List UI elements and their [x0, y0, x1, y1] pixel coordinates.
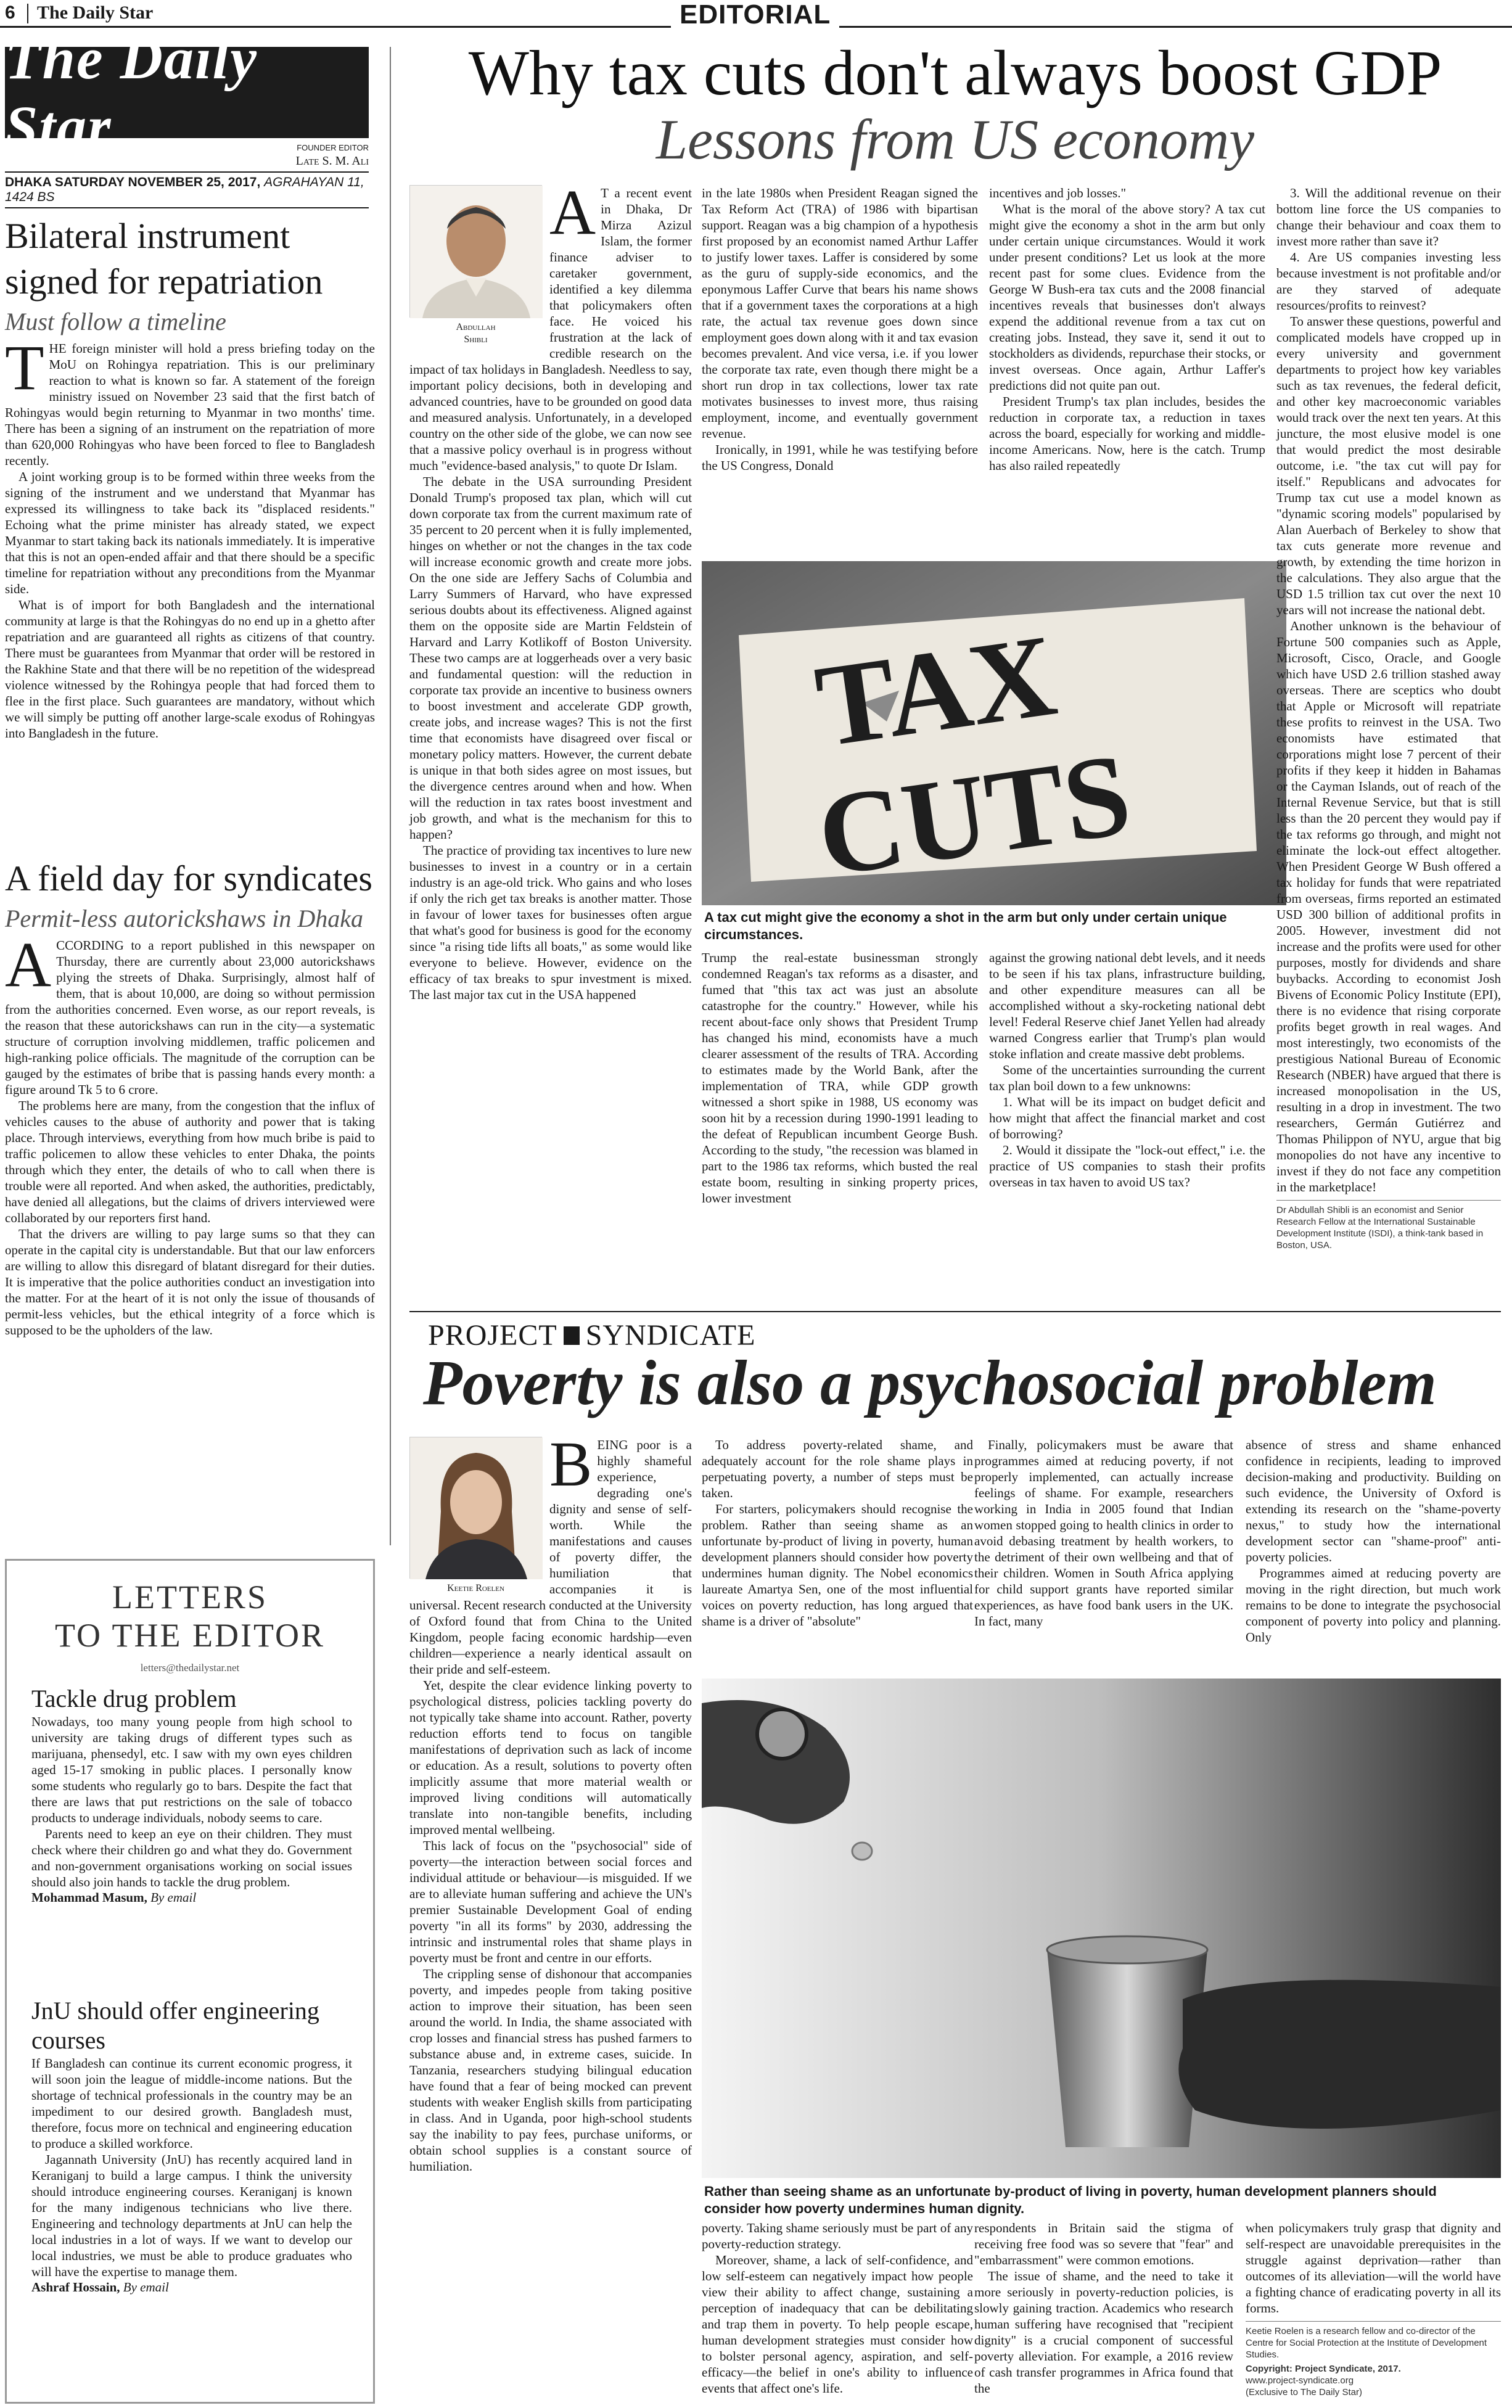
letter-via: By email: [150, 1890, 197, 1905]
paragraph: The debate in the USA surrounding President Donald Trump's proposed tax plan, which will cut down corporate tax from the current maximum rate of 35 percent to 20 percent when it is fully implemented, hinges on whether or not the changes in the tax code will increase economic growth and create more jobs. On the one side are Jeffery Sachs of Columbia and Larry Summers of Harvard, who have expressed serious doubts about its effectiveness. Aligned against them on the opposite side are Martin Feldstein of Harvard and Larry Kotlikoff of Boston University. These two camps are at loggerheads over a very basic and fundamental question: will the reduction in corporate tax provide an incentive to business owners to boost investment and accelerate GDP growth, create jobs, and increase wages? This is not the first time that economists have disagreed over fiscal or monetary policy matters. However, the current debate is unique in that both sides agree on most issues, but the divergence centres around when and how. When will the reduction in tax rates boost investment and job growth, and what is the mechanism for this to happen?: [409, 474, 692, 842]
paragraph: For starters, policymakers should recognise the problem. Rather than seeing shame as an unfortunate by-product of living in poverty, human development planners should consider how poverty undermines human dignity. The Nobel economics laureate Amartya Sen, one of the most influential voices on poverty reduction, has long argued that shame is a driver of "absolute": [702, 1502, 973, 1629]
drop-cap: A: [5, 929, 52, 1000]
cuts-word: CUTS: [810, 729, 1138, 902]
founder-editor-name: Late S. M. Ali: [295, 154, 369, 168]
begging-hand-photo: [702, 1679, 1501, 2178]
paragraph: absence of stress and shame enhanced confidence in recipients, leading to improved decision-making and productivity. Building on such evidence, the University of Oxford is extending its research on the "shame-poverty nexus," to study how the international development sector can "shame-proof" anti-poverty policies.: [1246, 1437, 1501, 1564]
paragraph: Finally, policymakers must be aware that programmes aimed at reducing poverty, if not properly implemented, can actually increase feelings of shame. For example, researchers working in India in 2005 found that Indian women stopped going to health clinics in order to avoid debasing treatment by health workers, to the detriment of their own wellbeing and that of their children. Women in South Africa applying for child support grants have reported similar experiences, as have food bank users in the UK. In fact, many: [974, 1437, 1233, 1629]
paragraph: 2. Would it dissipate the "lock-out effect," i.e. the practice of US companies to stash their profits overseas in tax haven to avoid US tax?: [989, 1143, 1265, 1190]
drop-cap: A: [549, 177, 596, 248]
letters-title-line2: TO THE EDITOR: [55, 1617, 325, 1654]
article-column-3-bottom: [989, 950, 1265, 1190]
paragraph: To answer these questions, powerful and complicated models have cropped up in every university and government departments to project how key variables such as tax revenues, the federal deficit, and other key macroeconomic variables would track over the next ten years. At this juncture, the most elusive model is one that would predict the most desirable outcome, i.e. "the tax cut will pay for itself." Republicans and advocates for Trump tax cut use a model known as "dynamic scoring models" popularised by Alan Auerbach of Berkeley to show that tax cuts generate more revenue and growth, by extending the time horizon in the calculations. They also argue that the USD 1.5 trillion tax cut over the next 10 years will not increase the national debt.: [1276, 314, 1501, 617]
hand-with-cup-icon: [702, 1679, 1501, 2178]
author-photo-caption: Keetie Roelen: [447, 1583, 504, 1593]
author-photo: [409, 1437, 542, 1579]
dateline-bangla-date: AGRAHAYAN 11, 1424 BS: [5, 175, 364, 204]
editorial-headline: A field day for syndicates: [5, 858, 372, 898]
brand-right: SYNDICATE: [585, 1319, 756, 1352]
article-headline: Why tax cuts don't always boost GDP: [468, 38, 1442, 109]
editorial-headline: Bilateral instrument signed for repatriation: [5, 216, 323, 302]
article-column-1: [409, 177, 692, 1003]
paragraph: That the drivers are willing to pay large sums so that they can operate in the capital city is understandable. But that our law enforcers are willing to allow this disregard of blatant disregard for their duties. It is imperative that the police authorities conduct an investigation into the matter. For at the heart of it is not only the issue of thousands of permit-less vehicles, but the ethical integrity of a force which is supposed to be the upholders of the law.: [5, 1227, 375, 1338]
syndicate-headline: Poverty is also a psychosocial problem: [423, 1347, 1437, 1418]
letters-title-line1: LETTERS: [112, 1579, 268, 1616]
running-head-paper-name: The Daily Star: [37, 2, 154, 23]
author-bio: Dr Abdullah Shibli is an economist and Senior Research Fellow at the International Sustainable Development Institute (ISDI), a think-tank based in Boston, USA.: [1276, 1200, 1501, 1251]
letter-signature: Mohammad Masum, By email: [31, 1890, 197, 1905]
paragraph: What is the moral of the above story? A tax cut might give the economy a shot in the arm but only under certain unique circumstances. Would it work under present conditions? Let us look at the more recent past for some clues. Evidence from the George W Bush-era tax cuts and the 2008 financial incentives reveals that businesses don't always expend the additional revenue from a tax cut on creating jobs. Instead, they save it, send it out to stockholders as dividends, repurchase their stocks, or invest overseas. Once again, Arthur Laffer's predictions did not quite pan out.: [989, 202, 1265, 393]
author-photo-block: [409, 185, 542, 346]
paragraph: poverty. Taking shame seriously must be part of any poverty-reduction strategy.: [702, 2221, 973, 2251]
header-separator: [27, 4, 28, 23]
editorial-body: [5, 332, 375, 741]
paragraph: If Bangladesh can continue its current economic progress, it will soon join the league of middle-income nations. But the shortage of technical professionals in the country may be an impediment to our desired growth. Bangladesh must, therefore, focus more on technical and engineering education to produce a skilled workforce.: [31, 2056, 352, 2151]
letter-heading: JnU should offer engineering courses: [31, 1997, 319, 2054]
copyright: Copyright: Project Syndicate, 2017.: [1246, 2364, 1401, 2374]
brand-logo-icon: [564, 1326, 580, 1345]
hand-photo-caption: Rather than seeing shame as an unfortunate by-product of living in poverty, human development planners should consider how poverty undermines human dignity.: [704, 2184, 1437, 2216]
syndicate-column-4-bottom: [1246, 2220, 1501, 2398]
author-photo-caption: Abdullah Shibli: [456, 322, 496, 345]
paragraph: Moreover, shame, a lack of self-confidence, and low self-esteem can negatively impact how people view their ability to affect change, sustaining a perception of inadequacy that can be debilitating and trap them in poverty. To help people escape, human development strategies must consider how to bolster personal agency, aspiration, and self-efficacy—the belief in one's ability to influence events that affect one's life.: [702, 2253, 973, 2396]
paragraph: when policymakers truly grasp that dignity and self-respect are unavoidable prerequisites in the struggle against deprivation—rather than outcomes of its alleviation—will the world have a fighting chance of eradicating poverty in all its forms.: [1246, 2221, 1501, 2316]
letter-2: [31, 1996, 352, 2295]
section-rule: [409, 1311, 1501, 1312]
letter-signature: Ashraf Hossain, By email: [31, 2280, 169, 2295]
paragraph: Parents need to keep an eye on their children. They must check where their children go and what they do. Government and non-government organisations working on social issues should also join hands to tackle the drug problem.: [31, 1827, 352, 1889]
column-divider: [390, 47, 391, 1545]
paragraph: HE foreign minister will hold a press briefing today on the MoU on Rohingya repatriation. This is our preliminary reaction to what is known so far. A statement of the foreign ministry issued on November 23 said that the first batch of Rohingyas would begin returning to Myanmar in two months' time. There has been a signing of an instrument on the repatriation of more than 620,000 Rohingyas who have been forced to flee to Bangladesh recently.: [5, 341, 375, 468]
paragraph: This lack of focus on the "psychosocial" side of poverty—the interaction between social forces and individual attitude or behaviour—is misguided. If we are to alleviate human suffering and achieve the UN's premier Sustainable Development Goal of ending poverty "in all its forms" by 2030, addressing the intrinsic and instrumental roles that shame plays in poverty must be front and centre in our efforts.: [409, 1838, 692, 1965]
founder-editor-title: FOUNDER EDITOR: [297, 143, 369, 152]
paragraph: President Trump's tax plan includes, besides the reduction in corporate tax, a reduction in taxes across the board, especially for working and middle-income Americans. Now, here is the catch. Trump has also railed repeatedly: [989, 394, 1265, 473]
author-portrait-icon: [410, 1437, 543, 1579]
masthead-title: The Daily Star: [5, 25, 258, 160]
paragraph: A joint working group is to be formed within three weeks from the signing of the instrument and we understand that Myanmar has expressed its willingness to take back its "displaced residents." Echoing what the prime minister has already stated, we expect Myanmar to start taking back its nationals immediately. It is imperative that this is not an open-ended affair and that there should be a specific timeline for repatriation without any preconditions from the Myanmar side.: [5, 469, 375, 596]
syndicate-column-3-bottom: [974, 2220, 1233, 2396]
paragraph: The practice of providing tax incentives to lure new businesses to invest in a country or in a certain industry is an age-old trick. Who gains and who loses if only the rich get tax breaks is another matter. Those in favour of lower taxes for businesses often argue that what's good for business is good for the economy since "a rising tide lifts all boats," as some would like everyone to believe. However, evidence on the efficacy of tax breaks to spur investment is mixed. The last major tax cut in the USA happened: [409, 843, 692, 1002]
syndicate-column-1: [409, 1429, 692, 2174]
author-portrait-icon: [410, 186, 543, 318]
paragraph: 4. Are US companies investing less because investment is not profitable and/or are they starved of adequate resources/profits to reinvest?: [1276, 250, 1501, 313]
paragraph: 3. Will the additional revenue on their bottom line force the US companies to change their behaviour and coax them to invest more rather than save it?: [1276, 186, 1501, 249]
paragraph: Another unknown is the behaviour of Fortune 500 companies such as Apple, Microsoft, Cisco, Oracle, and Google which have USD 2.6 trillion stashed away overseas. There are sceptics who doubt that Apple or Microsoft will repatriate these profits to reinvest in the USA. Two economists have estimated that corporations might lose 7 percent of their profits if they keep it hidden in Bahamas or the Cayman Islands, out of reach of the Internal Revenue Service, but that is still less than the 20 percent they would pay if the tax reforms go through, and might not eliminate the lock-out effect altogether. When President George W Bush offered a tax holiday for funds that were repatriated from overseas, firms reported an estimated USD 300 billion of additional profits in 2005. However, investment did not increase and the profits were used for other purposes, mostly for dividends and share buybacks. According to economist Josh Bivens of Economic Policy Institute (EPI), there is no evidence that rising corporate profits beget growth in real wages. And most interestingly, two economists of the prestigious National Bureau of Economic Research (NBER) have argued that there is increased monopolisation in the US, resulting in a drop in investment. The two researchers, Germán Gutiérrez and Thomas Philippon of NYU, argue that big monopolies do not have any incentive to invest if they do not face any competition in the marketplace!: [1276, 618, 1501, 1194]
letters-to-editor-box: [5, 1559, 375, 2404]
paragraph: against the growing national debt levels, and it needs to be seen if his tax plans, infrastructure building, and other expenditure measures can all be accomplished without a sky-rocketing national debt level! Federal Reserve chief Janet Yellen had already warned Congress earlier that Trump's plan would stoke inflation and create massive debt problems.: [989, 950, 1265, 1061]
letters-title: [7, 1578, 373, 1654]
editorial-rohingya: [5, 213, 375, 741]
paragraph: The crippling sense of dishonour that accompanies poverty, and impedes people from taking positive action to improve their situation, has been seen around the world. In India, the shame associated with crop losses and financial stress has pushed farmers to substance abuse and, in extreme cases, suicide. In Tanzania, researchers studying bilingual education have found that a fear of being mocked can prevent students with weaker English skills from participating in class. And in Uganda, poor high-school students say the inability to pay fees, purchase uniforms, or obtain school supplies is a constant source of humiliation.: [409, 1966, 692, 2174]
tax-word: TAX: [808, 610, 1064, 772]
paragraph: incentives and job losses.": [989, 186, 1127, 200]
author-bio: [1246, 2321, 1501, 2398]
paragraph: 1. What will be its impact on budget deficit and how might that affect the financial market and cost of borrowing?: [989, 1095, 1265, 1141]
syndicate-column-4-top: [1246, 1437, 1501, 1645]
page-number: 6: [5, 2, 15, 23]
syndicate-column-2-top: [702, 1437, 973, 1629]
article-subheadline: Lessons from US economy: [655, 108, 1255, 171]
section-label: EDITORIAL: [671, 0, 839, 30]
paragraph: Programmes aimed at reducing poverty are moving in the right direction, but much work remains to be done to integrate the psychosocial component of poverty into policy and planning. Only: [1246, 1566, 1501, 1645]
paragraph: What is of import for both Bangladesh and the international community at large is that the Rohingyas do no end up in a ghetto after repatriation and are guaranteed all rights as citizens of that country. There must be guarantees from Myanmar that order will be restored in the Rakhine State and that there will be no repetition of the widespread violence witnessed by the Rohingya people that had forced them to flee in the first place. Such guarantees are mandatory, without which we will simply be putting off another large-scale exodus of Rohingyas into Bangladesh in the future.: [5, 598, 375, 741]
tax-photo-caption: A tax cut might give the economy a shot in the arm but only under certain unique circumstances.: [704, 910, 1227, 942]
tax-cuts-photo: [702, 561, 1286, 905]
letters-email: letters@thedailystar.net: [140, 1662, 240, 1674]
paragraph: respondents in Britain said the stigma of receiving free food was so severe that "fear" and "embarrassment" were common emotions.: [974, 2221, 1233, 2267]
article-column-4: [1276, 185, 1501, 1251]
editorial-autorickshaws: [5, 856, 375, 1338]
drop-cap: B: [549, 1429, 593, 1500]
drop-cap: T: [5, 332, 44, 403]
paragraph: T a recent event in Dhaka, Dr Mirza Azizul Islam, the former finance adviser to caretaker government, identified a key dilemma that policymakers often face. He voiced his frustration at the lack of credible research on the impact of tax holidays in Bangladesh. Needless to say, important policy decisions, both in developing and advanced countries, have to be grounded on good data and measured analysis. Unfortunately, in a developed country on the other side of the globe, we can now see that a massive policy overhaul is in progress without much "evidence-based analysis," to quote Dr Islam.: [409, 186, 692, 473]
paragraph: EING poor is a highly shameful experience, degrading one's dignity and sense of self-worth. While the manifestations and causes of poverty differ, the humiliation that accompanies it is universal. Recent research conducted at the University of Oxford found that from China to the United Kingdom, people facing economic hardship—even children—experience a nearly identical assault on their pride and self-esteem.: [409, 1437, 692, 1677]
paragraph: Jagannath University (JnU) has recently acquired land in Keraniganj to build a large campus. I think the university should introduce engineering courses. Keraniganj is known for the many indigenous technicians who live there. Engineering and technology departments at JnU can help the local industries in a lot of ways. If we want to develop our local industries, we must be able to produce graduates who will have the expertise to manage them.: [31, 2152, 352, 2279]
editorial-body: [5, 929, 375, 1338]
brand-left: PROJECT: [428, 1319, 557, 1352]
article-column-3-top: [989, 185, 1265, 474]
exclusive-note: (Exclusive to The Daily Star): [1246, 2387, 1362, 2398]
paragraph: in the late 1980s when President Reagan signed the Tax Reform Act (TRA) of 1986 with bipartisan support. Reagan was a big champion of a hypothesis first proposed by an economist named Arthur Laffer to justify lower taxes. Laffer is considered by some as the guru of supply-side economics, and the eponymous Laffer Curve that bears his name shows that if a government taxes the corporations at a high rate, the actual tax revenue goes down since employment goes down along with it and tax evasion becomes prevalent. And vice versa, i.e. if you lower the corporate tax rate, even though there might be a short run drop in tax collections, lower tax rate motivates businesses to invest more, thus raising employment, income, and eventually government revenue.: [702, 186, 978, 441]
bio-text: Keetie Roelen is a research fellow and co-director of the Centre for Social Protection at the Institute of Development Studies.: [1246, 2326, 1487, 2360]
letter-heading: Tackle drug problem: [31, 1685, 237, 1712]
syndicate-column-2-bottom: [702, 2220, 973, 2396]
editorial-subheadline: Permit-less autorickshaws in Dhaka: [5, 905, 364, 932]
letter-via: By email: [123, 2280, 169, 2295]
dateline-date: DHAKA SATURDAY NOVEMBER 25, 2017,: [5, 175, 261, 189]
paragraph: Yet, despite the clear evidence linking poverty to psychological distress, policies tackling poverty do not typically take shame into account. Rather, poverty reduction efforts tend to focus on tangible manifestations of deprivation such as lack of income or education. As a result, solutions to poverty often implicitly assume that more material wealth or improved living conditions will automatically translate into non-tangible benefits, including improved mental wellbeing.: [409, 1678, 692, 1837]
author-photo-block: [409, 1437, 542, 1595]
paragraph: Trump the real-estate businessman strongly condemned Reagan's tax reforms as a disaster, and fumed that "this tax act was just an absolute catastrophe for the country." However, while his recent about-face only shows that President Trump has changed his mind, economists have a much clearer assessment of the results of TRA. According to estimates made by the World Bank, after the implementation of TRA, while GDP growth witnessed a short spike in 1988, US economy was soon hit by a recession during 1990-1991 leading to the defeat of Republican incumbent George Bush. According to the study, "the recession was blamed in part to the 1986 tax reforms, which busted the real estate boom, resulting in sinking property prices, lower investment: [702, 950, 978, 1206]
article-column-2-top: [702, 185, 978, 474]
paragraph: The problems here are many, from the congestion that the influx of vehicles causes to the abuse of authority and power that is taking place. Through interviews, everything from how much bribe is paid to traffic policemen to allow these vehicles to enter Dhaka, the points through which they enter, the details of who to call when there is trouble were all reported. And when asked, the authorities, predictably, have denied all allegations, but the claims of drivers interviewed were collaborated by our reporters first hand.: [5, 1098, 375, 1225]
torn-paper-icon: [702, 561, 1286, 905]
paragraph: Ironically, in 1991, while he was testifying before the US Congress, Donald: [702, 442, 978, 473]
syndicate-column-3-top: [974, 1437, 1233, 1629]
dateline: [5, 171, 369, 208]
paragraph: Nowadays, too many young people from high school to university are taking drugs of different types such as marijuana, phensedyl, etc. I saw with my own eyes children aged 15-17 smoking in public places. I personally know some students who regularly go to bars. Despite the fact that there are laws that put restrictions on the sale of tobacco products to underage individuals, nobody seems to care.: [31, 1714, 352, 1825]
paragraph: To address poverty-related shame, and adequately account for the role shame plays in perpetuating poverty, a number of steps must be taken.: [702, 1437, 973, 1500]
paragraph: The issue of shame, and the need to take it more seriously in poverty-reduction policies, is slowly gaining traction. Academics who research human suffering have recognised that "recipient dignity" is a crucial component of successful poverty alleviation. For example, a 2016 review of cash transfer programmes in Africa found that the: [974, 2269, 1233, 2396]
syndicate-site: www.project-syndicate.org: [1246, 2375, 1354, 2386]
editorial-subheadline: Must follow a timeline: [5, 308, 226, 335]
letter-1: [31, 1684, 352, 1905]
paragraph: Some of the uncertainties surrounding the current tax plan boil down to a few unknowns:: [989, 1062, 1265, 1093]
author-photo: [409, 185, 542, 318]
article-column-2-bottom: [702, 950, 978, 1206]
paragraph: CCORDING to a report published in this newspaper on Thursday, there are currently about 23,000 autorickshaws plying the streets of Dhaka. Surprisingly, almost half of them, that is about 10,000, are doing so without permission from the authorities concerned. Even worse, as our report reveals, is the reason that these autorickshaws can run in the city—a systematic structure of corruption involving middlemen, traffic policemen and high-ranking police officials. The magnitude of the corruption can be gauged by the estimates of bribe that is passing hands every month: a figure around Tk 5 to 6 crore.: [5, 938, 375, 1097]
